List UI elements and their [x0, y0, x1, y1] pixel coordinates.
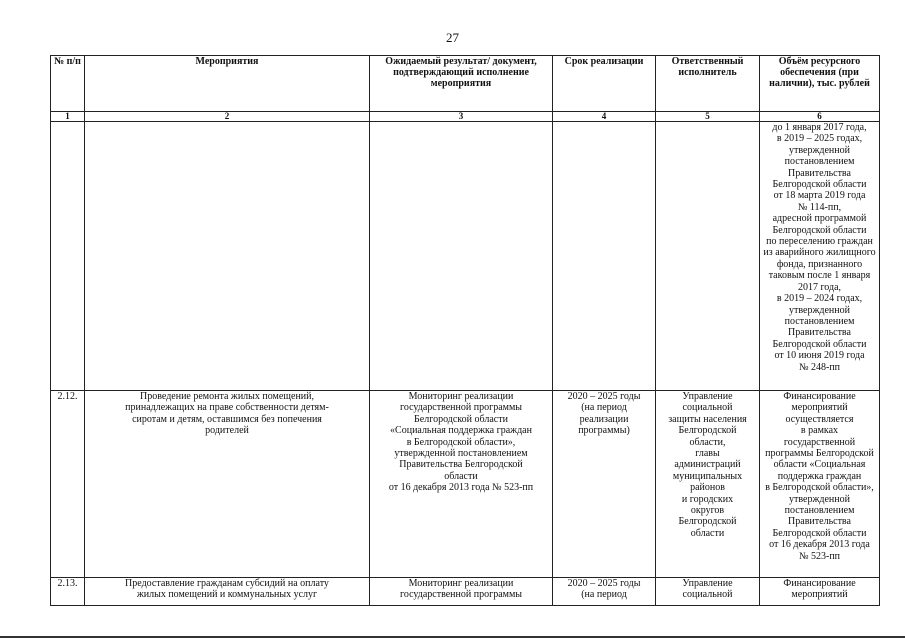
activities-table	[50, 55, 880, 606]
header-result: Ожидаемый результат/ документ, подтверждающий исполнение мероприятия	[370, 56, 553, 112]
cell-result: Мониторинг реализации государственной программы	[370, 578, 553, 606]
cell-result: Мониторинг реализации государственной программы Белгородской области «Социальная поддержка граждан в Белгородской области», утвержденной постановлением Правительства Белгородской области от 16 декабря 2013 года № 523-пп	[370, 391, 553, 578]
cell-executor: Управление социальной	[656, 578, 760, 606]
column-number: 1	[51, 112, 85, 122]
column-number: 5	[656, 112, 760, 122]
cell-funding: Финансирование мероприятий осуществляется в рамках государственной программы Белгородской области «Социальная поддержка граждан в Белгородской области», утвержденной постановлением Правительства Белгородской области от 16 декабря 2013 года № 523-пп	[760, 391, 880, 578]
cell-num: 2.12.	[51, 391, 85, 578]
cell-term	[553, 122, 656, 391]
cell-funding: Финансирование мероприятий	[760, 578, 880, 606]
cell-executor: Управление социальной защиты населения Белгородской области, главы администраций муниципальных районов и городских округов Белгородской области	[656, 391, 760, 578]
cell-activity: Проведение ремонта жилых помещений, принадлежащих на праве собственности детям- сиротам и детям, оставшимся без попечения родителей	[85, 391, 370, 578]
cell-executor	[656, 122, 760, 391]
header-num: № п/п	[51, 56, 85, 112]
header-funding: Объём ресурсного обеспечения (при наличии), тыс. рублей	[760, 56, 880, 112]
table-row	[51, 391, 880, 578]
cell-num: 2.13.	[51, 578, 85, 606]
column-number-row	[51, 112, 880, 122]
cell-num	[51, 122, 85, 391]
column-number: 6	[760, 112, 880, 122]
table-row	[51, 122, 880, 391]
header-activity: Мероприятия	[85, 56, 370, 112]
page-number: 27	[446, 30, 459, 45]
header-term: Срок реализации	[553, 56, 656, 112]
header-executor: Ответственный исполнитель	[656, 56, 760, 112]
cell-activity	[85, 122, 370, 391]
cell-term: 2020 – 2025 годы (на период	[553, 578, 656, 606]
page-bottom-border	[0, 636, 905, 638]
table-row	[51, 578, 880, 606]
cell-activity: Предоставление гражданам субсидий на оплату жилых помещений и коммунальных услуг	[85, 578, 370, 606]
cell-funding: до 1 января 2017 года, в 2019 – 2025 годах, утвержденной постановлением Правительства Белгородской области от 18 марта 2019 года № 114-пп, адресной программой Белгородской области по переселению граждан из аварийного жилищного фонда, признанного таковым после 1 января 2017 года, в 2019 – 2024 годах, утвержденной постановлением Правительства Белгородской области от 10 июня 2019 года № 248-пп	[760, 122, 880, 391]
column-number: 4	[553, 112, 656, 122]
column-number: 3	[370, 112, 553, 122]
column-number: 2	[85, 112, 370, 122]
table-header-row	[51, 56, 880, 112]
cell-result	[370, 122, 553, 391]
cell-term: 2020 – 2025 годы (на период реализации программы)	[553, 391, 656, 578]
